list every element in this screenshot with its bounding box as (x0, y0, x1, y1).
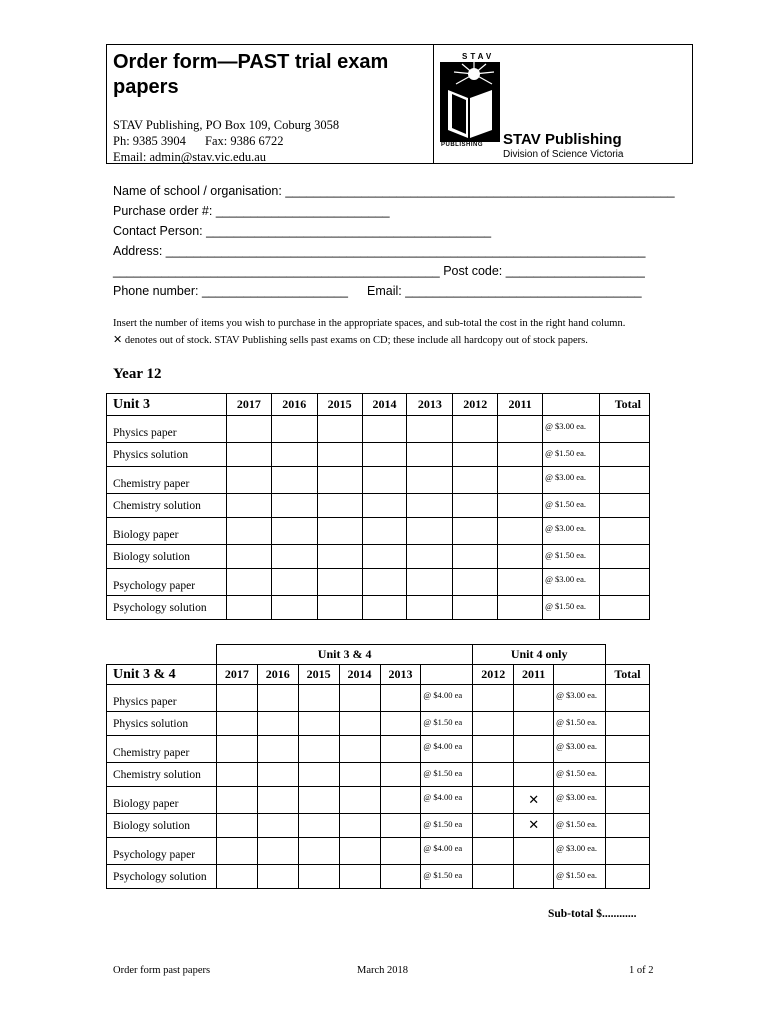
unit3-qty-2013[interactable] (407, 518, 453, 545)
unit3-qty-2012[interactable] (453, 596, 498, 620)
unit3-qty-2015[interactable] (317, 494, 362, 518)
unit4-qty-2012[interactable] (473, 838, 514, 865)
unit3-qty-2017[interactable] (226, 416, 271, 443)
unit34-row-total[interactable] (606, 838, 650, 865)
unit34-row (107, 814, 650, 838)
unit34-row-price: @ $4.00 ea (421, 838, 473, 865)
unit3-qty-2014[interactable] (362, 518, 407, 545)
unit3-row-price: @ $1.50 ea. (543, 494, 600, 518)
unit3-qty-2013[interactable] (407, 494, 453, 518)
unit3-qty-2016[interactable] (271, 416, 317, 443)
unit4-qty-2012[interactable] (473, 712, 514, 736)
unit4-price-header (554, 665, 606, 685)
unit34-qty-2015[interactable] (298, 787, 339, 814)
contact-person-field[interactable]: Contact Person: _________________________________________ (113, 224, 492, 238)
unit34-qty-2013[interactable] (380, 838, 421, 865)
unit3-row-label: Chemistry paper (107, 467, 227, 494)
subtotal[interactable]: Sub-total $............ (548, 908, 637, 920)
unit3-qty-2017[interactable] (226, 467, 271, 494)
unit3-year-2013: 2013 (407, 394, 453, 416)
unit34-qty-2013[interactable] (380, 787, 421, 814)
unit34-qty-2016[interactable] (257, 712, 298, 736)
unit3-qty-2014[interactable] (362, 545, 407, 569)
unit3-qty-2011[interactable] (498, 443, 543, 467)
unit34-qty-2017[interactable] (216, 838, 257, 865)
unit34-qty-2014[interactable] (339, 685, 380, 712)
unit3-price-header (543, 394, 600, 416)
unit34-row-price: @ $1.50 ea (421, 865, 473, 889)
unit3-row (107, 518, 650, 545)
unit3-qty-2017[interactable] (226, 545, 271, 569)
book-sun-icon (440, 62, 500, 142)
unit4-row-price: @ $3.00 ea. (554, 787, 606, 814)
unit3-qty-2015[interactable] (317, 443, 362, 467)
unit3-year-2017: 2017 (226, 394, 271, 416)
unit34-row-label: Chemistry paper (107, 736, 217, 763)
unit3-row-label: Chemistry solution (107, 494, 227, 518)
unit34-row (107, 712, 650, 736)
unit4-year-2012: 2012 (473, 665, 514, 685)
unit3-qty-2014[interactable] (362, 467, 407, 494)
unit34-row (107, 865, 650, 889)
out-of-stock-icon: ✕ (528, 792, 540, 808)
unit4-qty-2011[interactable] (514, 787, 554, 814)
unit34-qty-2016[interactable] (257, 865, 298, 889)
unit3-row (107, 545, 650, 569)
unit3-qty-2017[interactable] (226, 569, 271, 596)
unit3-qty-2013[interactable] (407, 416, 453, 443)
unit34-row-price: @ $1.50 ea (421, 763, 473, 787)
unit3-qty-2015[interactable] (317, 518, 362, 545)
publisher-phone: Ph: 9385 3904 (113, 134, 186, 148)
unit34-qty-2017[interactable] (216, 787, 257, 814)
instructions-line-2 (113, 333, 588, 346)
unit3-qty-2012[interactable] (453, 467, 498, 494)
unit3-qty-2011[interactable] (498, 545, 543, 569)
unit34-year-2017: 2017 (216, 665, 257, 685)
unit34-row (107, 787, 650, 814)
unit34-row-total[interactable] (606, 685, 650, 712)
unit3-qty-2011[interactable] (498, 569, 543, 596)
unit34-row-label: Psychology solution (107, 865, 217, 889)
unit34-qty-2014[interactable] (339, 865, 380, 889)
unit3-qty-2014[interactable] (362, 596, 407, 620)
unit3-qty-2014[interactable] (362, 494, 407, 518)
address-postcode-field[interactable]: _______________________________________________ Post code: ____________________ (113, 264, 645, 278)
unit34-row (107, 838, 650, 865)
unit4-qty-2012[interactable] (473, 787, 514, 814)
unit34-qty-2013[interactable] (380, 814, 421, 838)
unit3-row-price: @ $3.00 ea. (543, 518, 600, 545)
unit3-row-total[interactable] (600, 596, 650, 620)
unit34-qty-2017[interactable] (216, 763, 257, 787)
unit3-qty-2016[interactable] (271, 545, 317, 569)
unit3-qty-2016[interactable] (271, 443, 317, 467)
unit3-qty-2017[interactable] (226, 596, 271, 620)
unit3-row-total[interactable] (600, 545, 650, 569)
unit34-qty-2014[interactable] (339, 838, 380, 865)
unit4-qty-2012[interactable] (473, 685, 514, 712)
unit3-year-2014: 2014 (362, 394, 407, 416)
unit3-qty-2012[interactable] (453, 443, 498, 467)
publisher-address: STAV Publishing, PO Box 109, Coburg 3058 (113, 118, 340, 132)
unit34-qty-2013[interactable] (380, 685, 421, 712)
unit34-table (106, 644, 650, 889)
unit3-qty-2012[interactable] (453, 518, 498, 545)
purchase-order-field[interactable]: Purchase order #: _________________________ (113, 204, 390, 218)
unit34-row-price: @ $1.50 ea (421, 814, 473, 838)
unit34-qty-2013[interactable] (380, 763, 421, 787)
unit34-price-header (421, 665, 473, 685)
unit4-row-price: @ $1.50 ea. (554, 763, 606, 787)
unit34-row-price: @ $4.00 ea (421, 736, 473, 763)
unit3-row (107, 569, 650, 596)
unit3-row-price: @ $1.50 ea. (543, 596, 600, 620)
unit34-qty-2013[interactable] (380, 736, 421, 763)
phone-field[interactable]: Phone number: _____________________ (113, 284, 348, 298)
unit34-qty-2016[interactable] (257, 814, 298, 838)
unit34-qty-2016[interactable] (257, 685, 298, 712)
unit34-group-blank (107, 645, 217, 665)
unit34-qty-2013[interactable] (380, 712, 421, 736)
unit3-row (107, 416, 650, 443)
unit34-row-label: Biology solution (107, 814, 217, 838)
unit3-qty-2013[interactable] (407, 569, 453, 596)
instructions-line-2-text: denotes out of stock. STAV Publishing sells past exams on CD; these include all hardcopy out of stock papers. (124, 335, 588, 346)
unit3-row-label: Physics paper (107, 416, 227, 443)
unit4-qty-2011[interactable] (514, 685, 554, 712)
unit4-row-price: @ $1.50 ea. (554, 814, 606, 838)
unit34-group-label: Unit 3 & 4 (216, 645, 472, 665)
unit4-row-price: @ $1.50 ea. (554, 865, 606, 889)
unit3-qty-2017[interactable] (226, 494, 271, 518)
unit3-row-total[interactable] (600, 569, 650, 596)
unit3-total-header: Total (600, 394, 650, 416)
unit3-section-label: Unit 3 (107, 394, 227, 416)
unit3-qty-2016[interactable] (271, 494, 317, 518)
unit3-row-price: @ $3.00 ea. (543, 569, 600, 596)
unit3-qty-2016[interactable] (271, 518, 317, 545)
unit4-year-2011: 2011 (514, 665, 554, 685)
unit34-row-total[interactable] (606, 712, 650, 736)
unit3-qty-2015[interactable] (317, 545, 362, 569)
unit34-total-header: Total (606, 665, 650, 685)
unit34-year-2013: 2013 (380, 665, 421, 685)
unit34-year-2014: 2014 (339, 665, 380, 685)
unit3-qty-2011[interactable] (498, 596, 543, 620)
unit3-qty-2011[interactable] (498, 518, 543, 545)
unit3-qty-2014[interactable] (362, 416, 407, 443)
unit3-qty-2016[interactable] (271, 467, 317, 494)
unit34-year-2016: 2016 (257, 665, 298, 685)
unit34-row-label: Physics paper (107, 685, 217, 712)
unit34-qty-2015[interactable] (298, 685, 339, 712)
publisher-fax: Fax: 9386 6722 (205, 134, 284, 148)
unit34-row-label: Chemistry solution (107, 763, 217, 787)
unit4-qty-2011[interactable] (514, 712, 554, 736)
unit34-row (107, 736, 650, 763)
unit34-qty-2015[interactable] (298, 838, 339, 865)
unit3-qty-2011[interactable] (498, 494, 543, 518)
unit3-qty-2012[interactable] (453, 416, 498, 443)
unit4-qty-2012[interactable] (473, 865, 514, 889)
instructions-line-1: Insert the number of items you wish to purchase in the appropriate spaces, and sub-total the cost in the right hand column. (113, 318, 626, 329)
unit3-row-label: Biology solution (107, 545, 227, 569)
unit3-year-2012: 2012 (453, 394, 498, 416)
school-field[interactable]: Name of school / organisation: ________________________________________________________ (113, 184, 675, 198)
unit4-row-price: @ $3.00 ea. (554, 736, 606, 763)
unit3-qty-2013[interactable] (407, 467, 453, 494)
unit4-row-price: @ $3.00 ea. (554, 838, 606, 865)
unit34-row-price: @ $1.50 ea (421, 712, 473, 736)
unit34-qty-2016[interactable] (257, 736, 298, 763)
unit34-qty-2014[interactable] (339, 763, 380, 787)
unit3-qty-2014[interactable] (362, 569, 407, 596)
unit3-qty-2014[interactable] (362, 443, 407, 467)
address-field[interactable]: Address: _____________________________________________________________________ (113, 244, 646, 258)
unit34-qty-2017[interactable] (216, 685, 257, 712)
unit34-qty-2016[interactable] (257, 763, 298, 787)
unit4-qty-2011[interactable] (514, 763, 554, 787)
unit34-qty-2015[interactable] (298, 736, 339, 763)
unit34-row (107, 685, 650, 712)
unit34-row (107, 763, 650, 787)
unit4-qty-2011[interactable] (514, 865, 554, 889)
unit34-row-total[interactable] (606, 787, 650, 814)
brand-division: Division of Science Victoria (503, 149, 624, 160)
out-of-stock-icon: ✕ (113, 333, 123, 346)
unit34-qty-2015[interactable] (298, 865, 339, 889)
unit3-row (107, 467, 650, 494)
unit34-qty-2014[interactable] (339, 814, 380, 838)
unit3-qty-2015[interactable] (317, 596, 362, 620)
unit3-table (106, 393, 650, 620)
brand-name: STAV Publishing (503, 131, 622, 148)
unit3-row-total[interactable] (600, 416, 650, 443)
logo-bottom-text: PUBLISHING (441, 142, 484, 148)
unit34-row-price: @ $4.00 ea (421, 787, 473, 814)
unit34-row-total[interactable] (606, 763, 650, 787)
unit3-qty-2016[interactable] (271, 569, 317, 596)
out-of-stock-icon: ✕ (528, 818, 540, 833)
unit34-year-2015: 2015 (298, 665, 339, 685)
stav-logo (440, 50, 500, 150)
unit34-qty-2014[interactable] (339, 787, 380, 814)
unit3-row-label: Psychology paper (107, 569, 227, 596)
unit3-row-total[interactable] (600, 518, 650, 545)
unit34-qty-2014[interactable] (339, 712, 380, 736)
unit3-year-2011: 2011 (498, 394, 543, 416)
unit3-row-label: Biology paper (107, 518, 227, 545)
unit3-row-label: Physics solution (107, 443, 227, 467)
publisher-email: Email: admin@stav.vic.edu.au (113, 150, 267, 164)
unit34-qty-2015[interactable] (298, 763, 339, 787)
unit4-qty-2012[interactable] (473, 736, 514, 763)
unit34-row-total[interactable] (606, 865, 650, 889)
unit3-row-total[interactable] (600, 467, 650, 494)
unit3-row-price: @ $1.50 ea. (543, 545, 600, 569)
unit4-qty-2012[interactable] (473, 814, 514, 838)
page-title: Order form—PAST trial exam papers (113, 51, 389, 98)
unit4-only-group-label: Unit 4 only (473, 645, 606, 665)
unit34-qty-2014[interactable] (339, 736, 380, 763)
unit3-qty-2013[interactable] (407, 545, 453, 569)
unit34-qty-2017[interactable] (216, 814, 257, 838)
unit34-row-price: @ $4.00 ea (421, 685, 473, 712)
unit34-row-label: Biology paper (107, 787, 217, 814)
unit34-qty-2017[interactable] (216, 736, 257, 763)
unit4-qty-2012[interactable] (473, 763, 514, 787)
unit3-row-price: @ $3.00 ea. (543, 467, 600, 494)
unit3-qty-2011[interactable] (498, 467, 543, 494)
unit34-qty-2015[interactable] (298, 814, 339, 838)
unit34-header-row (107, 665, 650, 685)
logo-top-text: STAV (462, 52, 495, 61)
unit3-qty-2012[interactable] (453, 494, 498, 518)
unit3-qty-2011[interactable] (498, 416, 543, 443)
unit34-section-label: Unit 3 & 4 (107, 665, 217, 685)
footer-doc-name: Order form past papers (113, 965, 211, 976)
unit34-row-total[interactable] (606, 814, 650, 838)
unit3-header-row (107, 394, 650, 416)
unit34-qty-2016[interactable] (257, 787, 298, 814)
unit34-group-row (107, 645, 650, 665)
header-divider (433, 44, 434, 164)
unit34-group-spacer (606, 645, 650, 665)
unit3-qty-2015[interactable] (317, 416, 362, 443)
unit3-row (107, 494, 650, 518)
unit3-row-total[interactable] (600, 443, 650, 467)
unit3-qty-2012[interactable] (453, 545, 498, 569)
unit34-qty-2016[interactable] (257, 838, 298, 865)
unit3-qty-2015[interactable] (317, 569, 362, 596)
unit3-row-price: @ $3.00 ea. (543, 416, 600, 443)
unit3-year-2016: 2016 (271, 394, 317, 416)
footer-page: 1 of 2 (629, 965, 654, 976)
unit4-row-price: @ $3.00 ea. (554, 685, 606, 712)
unit3-row-total[interactable] (600, 494, 650, 518)
unit34-qty-2015[interactable] (298, 712, 339, 736)
unit34-qty-2017[interactable] (216, 712, 257, 736)
unit34-row-label: Psychology paper (107, 838, 217, 865)
unit3-row-price: @ $1.50 ea. (543, 443, 600, 467)
email-field[interactable]: Email: __________________________________ (367, 284, 642, 298)
footer-date: March 2018 (357, 965, 409, 976)
unit3-qty-2012[interactable] (453, 569, 498, 596)
unit3-qty-2013[interactable] (407, 443, 453, 467)
unit4-row-price: @ $1.50 ea. (554, 712, 606, 736)
unit4-qty-2011[interactable] (514, 736, 554, 763)
unit4-qty-2011[interactable] (514, 814, 554, 838)
unit3-qty-2017[interactable] (226, 518, 271, 545)
unit34-qty-2017[interactable] (216, 865, 257, 889)
unit34-row-total[interactable] (606, 736, 650, 763)
unit3-year-2015: 2015 (317, 394, 362, 416)
unit34-qty-2013[interactable] (380, 865, 421, 889)
unit3-row (107, 596, 650, 620)
unit3-qty-2013[interactable] (407, 596, 453, 620)
year12-heading: Year 12 (113, 366, 162, 382)
unit3-qty-2017[interactable] (226, 443, 271, 467)
unit3-qty-2015[interactable] (317, 467, 362, 494)
unit34-row-label: Physics solution (107, 712, 217, 736)
unit4-qty-2011[interactable] (514, 838, 554, 865)
unit3-row-label: Psychology solution (107, 596, 227, 620)
unit3-qty-2016[interactable] (271, 596, 317, 620)
unit3-row (107, 443, 650, 467)
